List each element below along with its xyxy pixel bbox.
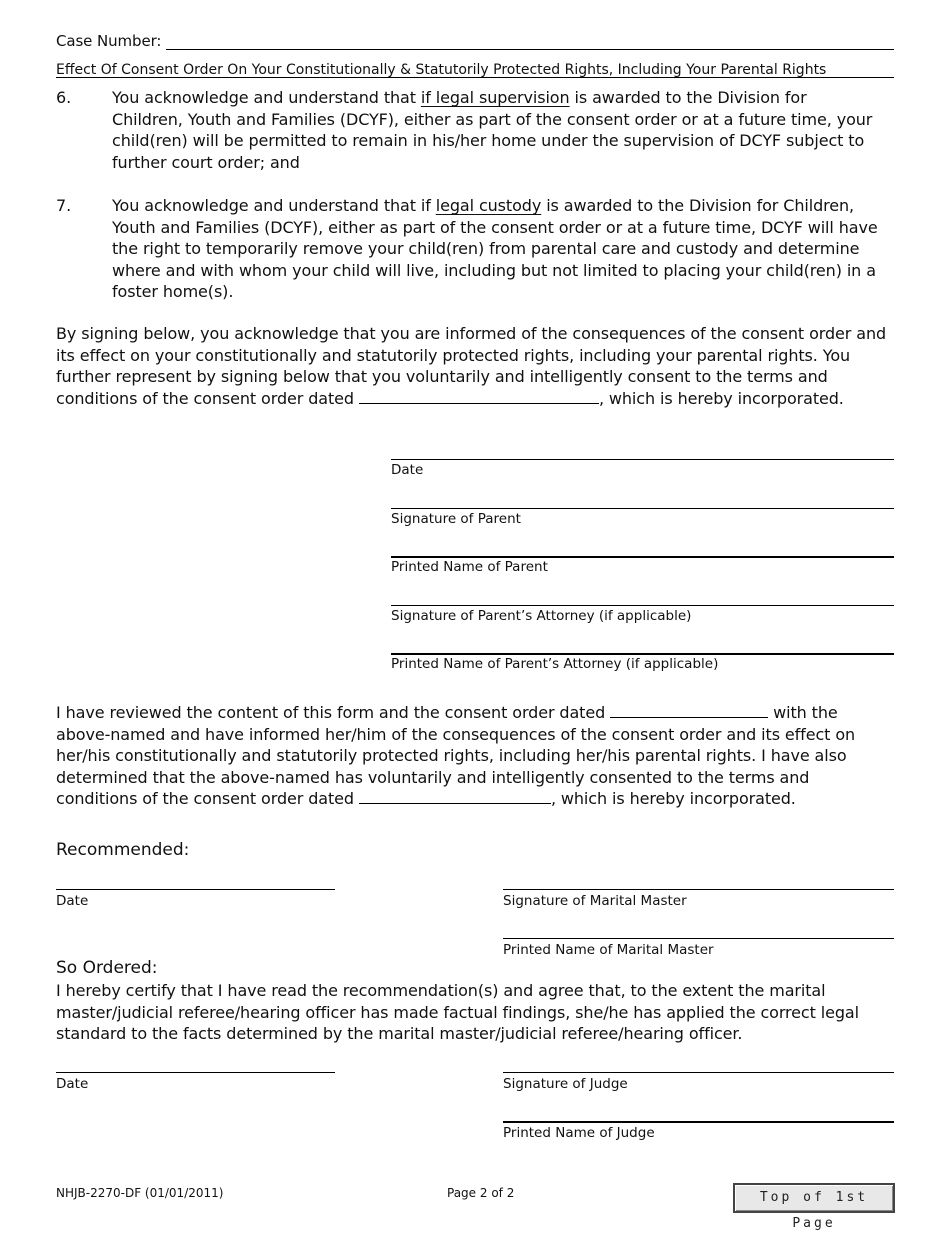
item-6-text: You acknowledge and understand that if legal supervision is awarded to the Division for Children, Youth and Families (DCYF), either as part of the consent order or at a future time, your child(ren) will be permitted to remain in his/her home under the supervision of DCYF subject to further court order; and: [112, 88, 873, 172]
attorney-printed-name-line[interactable]: [391, 653, 894, 655]
case-number-label: Case Number:: [56, 32, 162, 50]
recommended-date-line[interactable]: [56, 889, 335, 890]
item-number: 7.: [56, 196, 72, 215]
ordered-heading: So Ordered:: [56, 958, 158, 978]
master-signature-label: Signature of Marital Master: [503, 893, 687, 909]
review-consent-date-field[interactable]: [359, 789, 551, 804]
master-printed-name-line[interactable]: [503, 938, 894, 939]
acknowledgement-text: By signing below, you acknowledge that you are informed of the consequences of the consent order and its effect on your constitutionally and statutorily protected rights, including your parental rights. You further represent by signing below that you voluntarily and intelligently consent to the terms and conditions of the consent order dated , which is hereby incorporated.: [56, 324, 887, 408]
item-7-text: You acknowledge and understand that if legal custody is awarded to the Division for Children, Youth and Families (DCYF), either as part of the consent order or at a future time, DCYF will have the right to temporarily remove your child(ren) from parental care and custody and determine where and with whom your child will live, including but not limited to placing your child(ren) in a foster home(s).: [112, 196, 878, 301]
attorney-signature-label: Signature of Parent’s Attorney (if applicable): [391, 608, 692, 624]
date-line[interactable]: [391, 459, 894, 460]
date-label: Date: [391, 462, 424, 478]
judge-printed-name-line[interactable]: [503, 1121, 894, 1123]
judge-signature-line[interactable]: [503, 1072, 894, 1073]
review-order-date-field[interactable]: [610, 703, 768, 718]
attorney-signature-line[interactable]: [391, 605, 894, 606]
master-printed-name-label: Printed Name of Marital Master: [503, 942, 714, 958]
attorney-printed-name-label: Printed Name of Parent’s Attorney (if applicable): [391, 656, 719, 672]
parent-signature-line[interactable]: [391, 508, 894, 509]
ordered-date-label: Date: [56, 1076, 89, 1092]
top-of-first-page-button[interactable]: Top of 1st Page: [733, 1183, 895, 1213]
parent-printed-name-label: Printed Name of Parent: [391, 559, 548, 575]
consent-order-date-field[interactable]: [359, 389, 599, 404]
master-signature-line[interactable]: [503, 889, 894, 890]
case-number-field[interactable]: [166, 49, 894, 50]
parent-signature-label: Signature of Parent: [391, 511, 521, 527]
recommended-heading: Recommended:: [56, 840, 190, 860]
ordered-date-line[interactable]: [56, 1072, 335, 1073]
page-subtitle: Effect Of Consent Order On Your Constitutionally & Statutorily Protected Rights, Including Your Parental Rights: [56, 62, 827, 78]
judge-printed-name-label: Printed Name of Judge: [503, 1125, 655, 1141]
page-number: Page 2 of 2: [447, 1186, 515, 1200]
recommended-date-label: Date: [56, 893, 89, 909]
parent-printed-name-line[interactable]: [391, 556, 894, 558]
review-text: I have reviewed the content of this form and the consent order dated with the above-named and have informed her/him of the consequences of the consent order and its effect on her/his constitutionally and statutorily protected rights, including her/his parental rights. I have also determined that the above-named has voluntarily and intelligently consented to the terms and conditions of the consent order dated , which is hereby incorporated.: [56, 703, 856, 808]
form-id: NHJB-2270-DF (01/01/2011): [56, 1186, 224, 1200]
item-number: 6.: [56, 88, 72, 107]
judge-signature-label: Signature of Judge: [503, 1076, 628, 1092]
ordered-text: I hereby certify that I have read the recommendation(s) and agree that, to the extent the marital master/judicial referee/hearing officer has made factual findings, she/he has applied the correct legal standard to the facts determined by the marital master/judicial referee/hearing officer.: [56, 981, 859, 1043]
subtitle-rule: [56, 77, 894, 78]
